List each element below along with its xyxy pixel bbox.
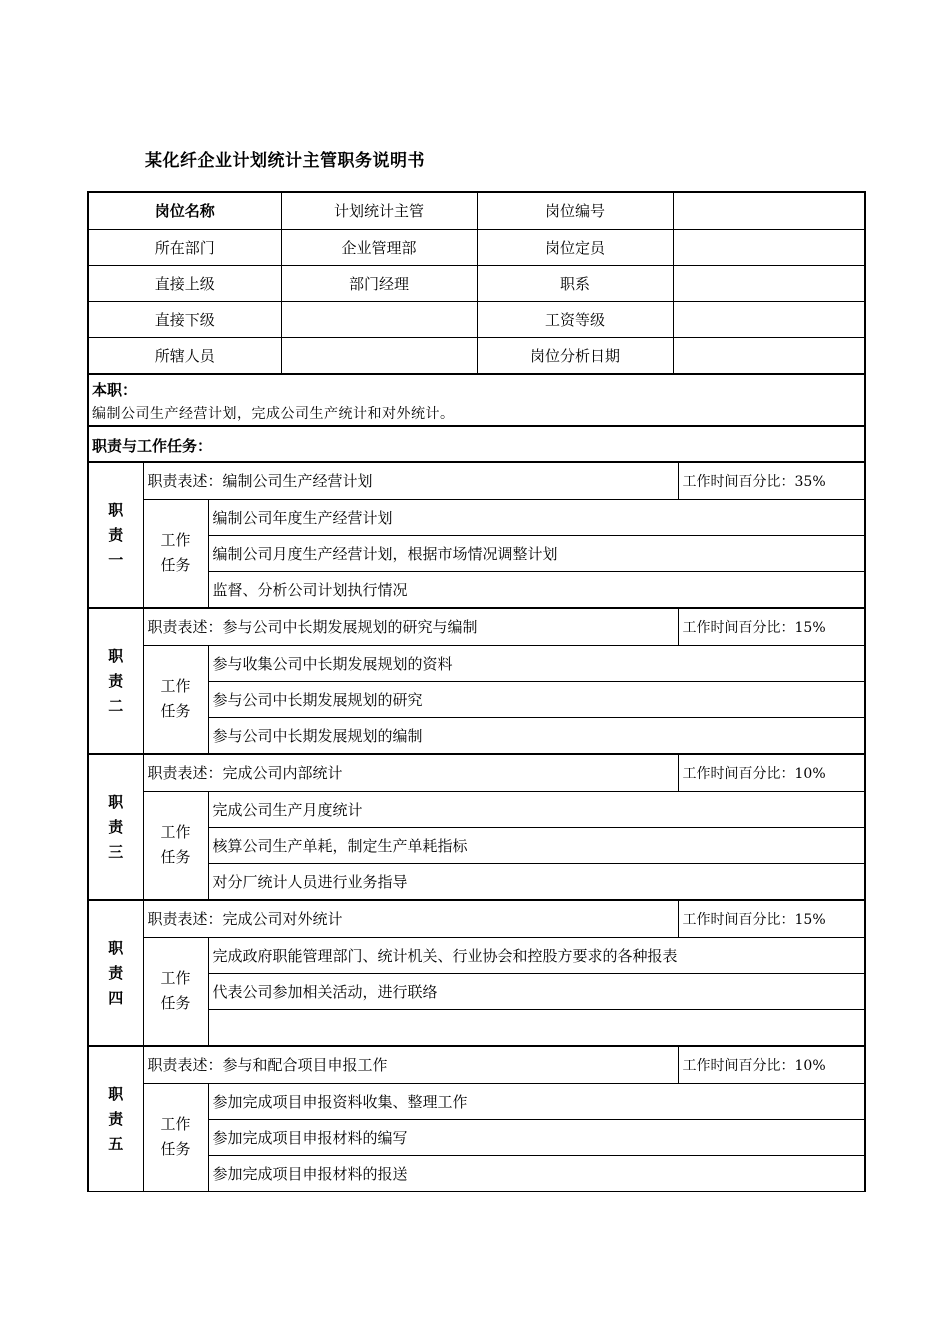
info-value-cell: [281, 337, 477, 373]
info-label-cell: 直接下级: [89, 301, 281, 337]
task-item: 参与公司中长期发展规划的研究: [208, 681, 864, 717]
info-label-cell: 岗位定员: [477, 229, 673, 265]
duty-block: [89, 755, 864, 901]
summary-label: 本职：: [92, 381, 138, 399]
info-value-cell: [673, 229, 864, 265]
duty-time-percentage: 工作时间百分比：35%: [678, 463, 864, 499]
task-label: 工作 任务: [143, 937, 208, 1045]
duties-list: [89, 463, 864, 1192]
info-value-cell: [673, 265, 864, 301]
duty-block: [89, 1047, 864, 1192]
info-label-cell: 工资等级: [477, 301, 673, 337]
duty-label: 职 责 一: [89, 463, 143, 607]
job-description-table: [87, 191, 866, 1192]
task-item: 参与收集公司中长期发展规划的资料: [208, 645, 864, 681]
info-row: [89, 229, 864, 265]
info-value-cell: [673, 193, 864, 229]
info-value-cell: [673, 337, 864, 373]
duty-block: [89, 609, 864, 755]
task-item: 编制公司年度生产经营计划: [208, 499, 864, 535]
info-label-cell: 职系: [477, 265, 673, 301]
info-label-cell: 岗位名称: [89, 193, 281, 229]
info-label-cell: 岗位编号: [477, 193, 673, 229]
info-row: [89, 337, 864, 373]
duty-description: 职责表述：参与和配合项目申报工作: [143, 1047, 678, 1083]
task-item: 参加完成项目申报材料的报送: [208, 1155, 864, 1191]
duty-block: [89, 901, 864, 1047]
duty-description: 职责表述：编制公司生产经营计划: [143, 463, 678, 499]
duty-description: 职责表述：参与公司中长期发展规划的研究与编制: [143, 609, 678, 645]
task-item: 代表公司参加相关活动，进行联络: [208, 973, 864, 1009]
duty-block: [89, 463, 864, 609]
summary-section: [89, 373, 864, 427]
info-value-cell: 计划统计主管: [281, 193, 477, 229]
duty-time-percentage: 工作时间百分比：10%: [678, 1047, 864, 1083]
info-label-cell: 所辖人员: [89, 337, 281, 373]
duty-description: 职责表述：完成公司内部统计: [143, 755, 678, 791]
task-item: [208, 1009, 864, 1045]
task-item: 完成公司生产月度统计: [208, 791, 864, 827]
task-item: 完成政府职能管理部门、统计机关、行业协会和控股方要求的各种报表: [208, 937, 864, 973]
duty-time-percentage: 工作时间百分比：10%: [678, 755, 864, 791]
duty-description: 职责表述：完成公司对外统计: [143, 901, 678, 937]
basic-info-table: [89, 193, 864, 373]
task-label: 工作 任务: [143, 791, 208, 899]
duty-label: 职 责 三: [89, 755, 143, 899]
info-row: [89, 301, 864, 337]
duties-heading: 职责与工作任务：: [89, 427, 864, 463]
info-value-cell: 企业管理部: [281, 229, 477, 265]
duty-label: 职 责 二: [89, 609, 143, 753]
task-item: 核算公司生产单耗，制定生产单耗指标: [208, 827, 864, 863]
document-title: 某化纤企业计划统计主管职务说明书: [145, 151, 425, 171]
task-label: 工作 任务: [143, 1083, 208, 1191]
info-label-cell: 岗位分析日期: [477, 337, 673, 373]
info-value-cell: 部门经理: [281, 265, 477, 301]
info-row: [89, 265, 864, 301]
info-label-cell: 直接上级: [89, 265, 281, 301]
duty-time-percentage: 工作时间百分比：15%: [678, 901, 864, 937]
info-label-cell: 所在部门: [89, 229, 281, 265]
info-row: [89, 193, 864, 229]
duty-label: 职 责 四: [89, 901, 143, 1045]
task-item: 对分厂统计人员进行业务指导: [208, 863, 864, 899]
task-item: 参加完成项目申报资料收集、整理工作: [208, 1083, 864, 1119]
info-value-cell: [673, 301, 864, 337]
info-value-cell: [281, 301, 477, 337]
summary-text: 编制公司生产经营计划，完成公司生产统计和对外统计。: [92, 406, 455, 422]
duty-label: 职 责 五: [89, 1047, 143, 1191]
task-label: 工作 任务: [143, 645, 208, 753]
task-item: 编制公司月度生产经营计划，根据市场情况调整计划: [208, 535, 864, 571]
duty-time-percentage: 工作时间百分比：15%: [678, 609, 864, 645]
task-item: 监督、分析公司计划执行情况: [208, 571, 864, 607]
task-item: 参与公司中长期发展规划的编制: [208, 717, 864, 753]
task-item: 参加完成项目申报材料的编写: [208, 1119, 864, 1155]
task-label: 工作 任务: [143, 499, 208, 607]
